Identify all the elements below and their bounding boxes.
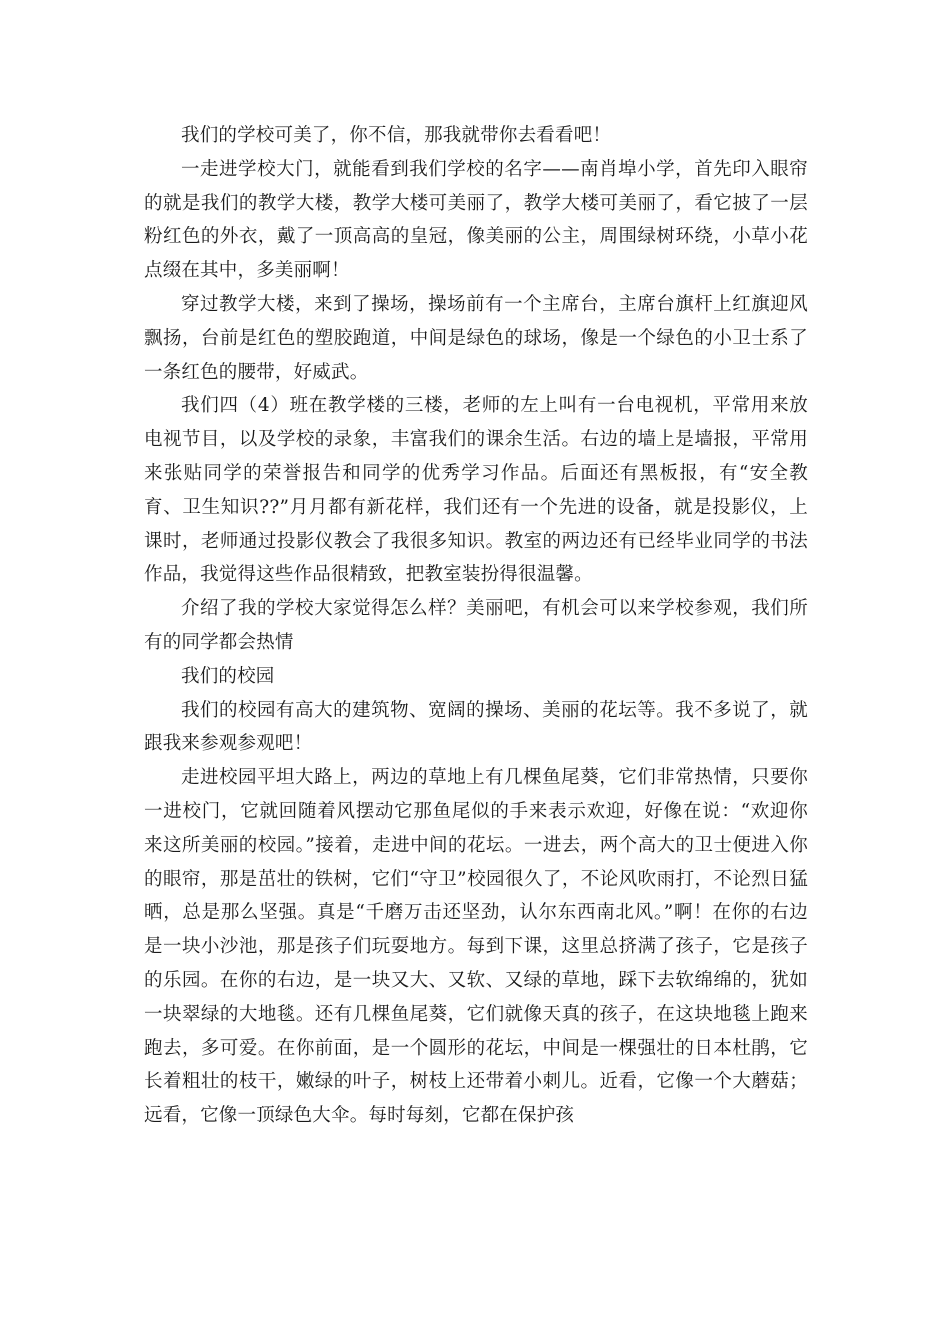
paragraph: 穿过教学大楼，来到了操场，操场前有一个主席台，主席台旗杆上红旗迎风飘扬，台前是红色的塑胶跑道，中间是绿色的球场，像是一个绿色的小卫士系了一条红色的腰带，好威武。 [144, 293, 808, 383]
paragraph: 介绍了我的学校大家觉得怎么样？美丽吧，有机会可以来学校参观，我们所有的同学都会热情 [144, 598, 808, 653]
paragraph: 我们的学校可美了，你不信，那我就带你去看看吧！ [181, 125, 612, 146]
paragraph: 一走进学校大门，就能看到我们学校的名字——南肖埠小学，首先印入眼帘的就是我们的教学大楼，教学大楼可美丽了，教学大楼可美丽了，看它披了一层粉红色的外衣，戴了一顶高高的皇冠，像美丽的公主，周围绿树环绕，小草小花点缀在其中，多美丽啊！ [144, 158, 808, 282]
paragraph: 我们四（4）班在教学楼的三楼，老师的左上叫有一台电视机，平常用来放电视节目，以及学校的录象，丰富我们的课余生活。右边的墙上是墙报，平常用来张贴同学的荣誉报告和同学的优秀学习作品。后面还有黑板报，有“安全教育、卫生知识??”月月都有新花样，我们还有一个先进的设备，就是投影仪，上课时，老师通过投影仪教会了我很多知识。教室的两边还有已经毕业同学的书法作品，我觉得这些作品很精致，把教室装扮得很温馨。 [144, 395, 808, 586]
document-body [144, 119, 808, 1133]
paragraph: 走进校园平坦大路上，两边的草地上有几棵鱼尾葵，它们非常热情，只要你一进校门，它就回随着风摆动它那鱼尾似的手来表示欢迎，好像在说：“欢迎你来这所美丽的校园。”接着，走进中间的花坛。一进去，两个高大的卫士便进入你的眼帘，那是茁壮的铁树，它们“守卫”校园很久了，不论风吹雨打，不论烈日猛晒，总是那么坚强。真是“千磨万击还坚劲，认尔东西南北风。”啊！在你的右边是一块小沙池，那是孩子们玩耍地方。每到下课，这里总挤满了孩子，它是孩子的乐园。在你的右边，是一块又大、又软、又绿的草地，踩下去软绵绵的，犹如一块翠绿的大地毯。还有几棵鱼尾葵，它们就像天真的孩子，在这块地毯上跑来跑去，多可爱。在你前面，是一个圆形的花坛，中间是一棵强壮的日本杜鹃，它长着粗壮的枝干，嫩绿的叶子，树枝上还带着小刺儿。近看，它像一个大蘑菇；远看，它像一顶绿色大伞。每时每刻，它都在保护孩 [144, 767, 808, 1127]
paragraph: 我们的校园有高大的建筑物、宽阔的操场、美丽的花坛等。我不多说了，就跟我来参观参观吧！ [144, 699, 808, 755]
section-heading: 我们的校园 [181, 665, 275, 687]
